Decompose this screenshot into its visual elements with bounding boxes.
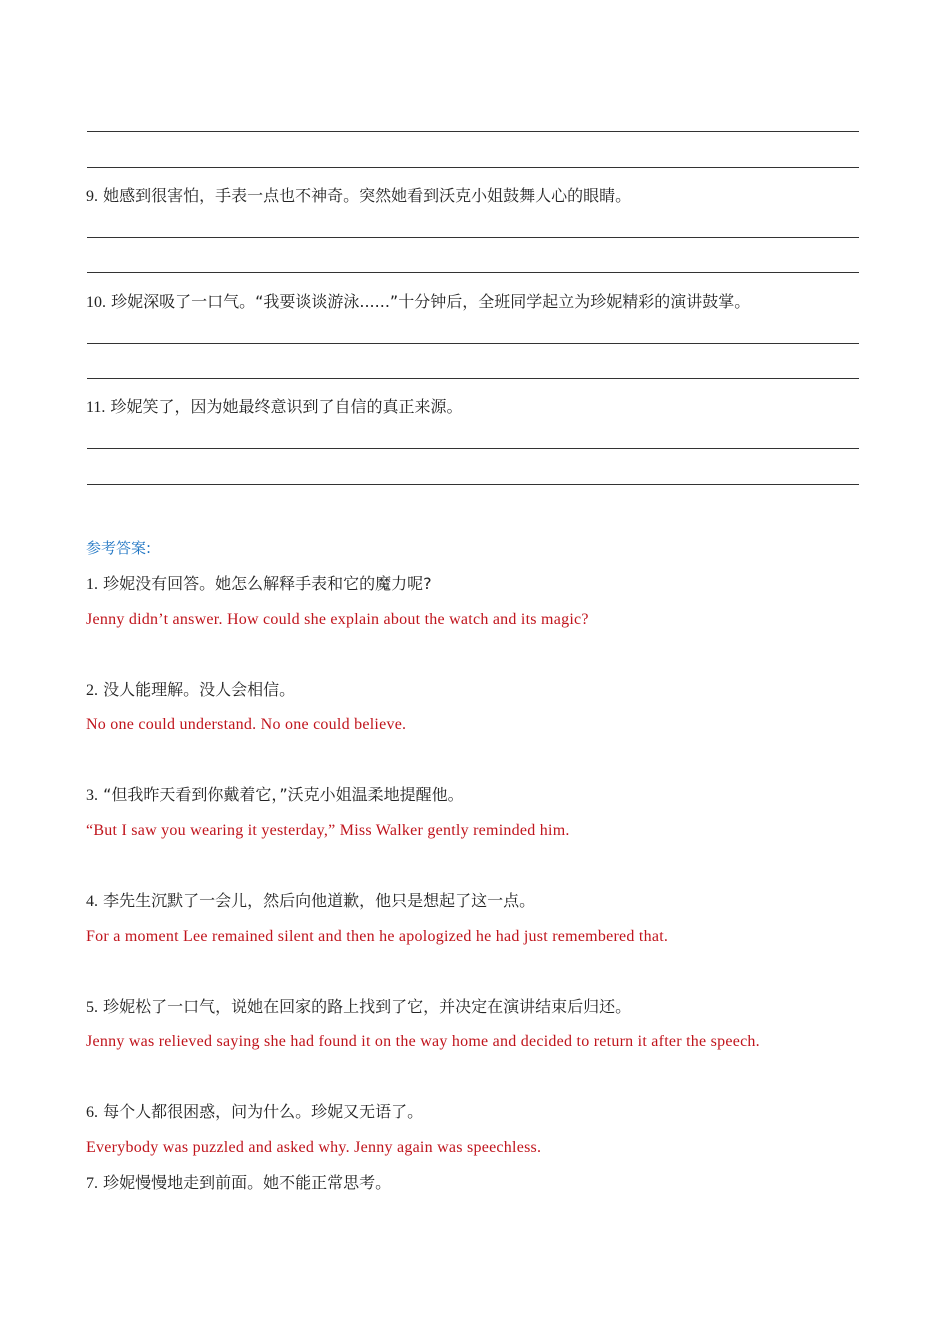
exercise-11 — [86, 397, 463, 418]
answer-1-chinese — [86, 574, 432, 595]
exercise-text: 她感到很害怕，手表一点也不神奇。突然她看到沃克小姐鼓舞人心的眼睛。 — [103, 186, 632, 205]
exercise-10 — [86, 292, 750, 313]
writing-line — [87, 131, 859, 132]
answer-2-chinese — [86, 680, 295, 701]
exercise-text: 珍妮深吸了一口气。“我要谈谈游泳......”十分钟后，全班同学起立为珍妮精彩的演讲鼓掌。 — [111, 292, 751, 311]
writing-line — [87, 484, 859, 485]
answer-5-chinese — [86, 997, 631, 1018]
answer-6-english: Everybody was puzzled and asked why. Jenny again was speechless. — [86, 1139, 542, 1156]
answer-chinese-text: 每个人都很困惑，问为什么。珍妮又无语了。 — [103, 1102, 424, 1121]
answer-7-chinese — [86, 1173, 391, 1194]
answer-2-english: No one could understand. No one could believe. — [86, 716, 407, 733]
answer-number: 6. — [86, 1104, 98, 1121]
answer-3-english: “But I saw you wearing it yesterday,” Miss Walker gently reminded him. — [86, 822, 570, 839]
exercise-number: 11. — [86, 399, 106, 416]
answer-number: 1. — [86, 576, 98, 593]
answer-6-chinese — [86, 1102, 423, 1123]
exercise-9 — [86, 186, 631, 207]
answer-4-english: For a moment Lee remained silent and then he apologized he had just remembered that. — [86, 928, 669, 945]
answer-chinese-text: 珍妮没有回答。她怎么解释手表和它的魔力呢? — [103, 574, 432, 593]
writing-line — [87, 237, 859, 238]
answer-chinese-text: 珍妮松了一口气，说她在回家的路上找到了它，并决定在演讲结束后归还。 — [103, 997, 632, 1016]
answer-5-english: Jenny was relieved saying she had found it on the way home and decided to return it after the speech. — [86, 1033, 760, 1050]
answer-3-chinese — [86, 785, 464, 806]
exercise-number: 10. — [86, 294, 106, 311]
answer-number: 2. — [86, 682, 98, 699]
answer-4-chinese — [86, 891, 535, 912]
answer-chinese-text: 李先生沉默了一会儿，然后向他道歉，他只是想起了这一点。 — [103, 891, 536, 910]
answer-chinese-text: “但我昨天看到你戴着它，”沃克小姐温柔地提醒他。 — [103, 785, 464, 804]
answer-number: 4. — [86, 893, 98, 910]
writing-line — [87, 448, 859, 449]
answer-chinese-text: 珍妮慢慢地走到前面。她不能正常思考。 — [103, 1173, 392, 1192]
writing-line — [87, 167, 859, 168]
answer-number: 7. — [86, 1175, 98, 1192]
answer-chinese-text: 没人能理解。没人会相信。 — [103, 680, 296, 699]
answer-1-english: Jenny didn’t answer. How could she explain about the watch and its magic? — [86, 611, 589, 628]
writing-line — [87, 272, 859, 273]
writing-line — [87, 343, 859, 344]
exercise-text: 珍妮笑了，因为她最终意识到了自信的真正来源。 — [110, 397, 463, 416]
answer-number: 5. — [86, 999, 98, 1016]
answers-heading: 参考答案: — [86, 539, 152, 557]
exercise-number: 9. — [86, 188, 98, 205]
answer-number: 3. — [86, 787, 98, 804]
writing-line — [87, 378, 859, 379]
